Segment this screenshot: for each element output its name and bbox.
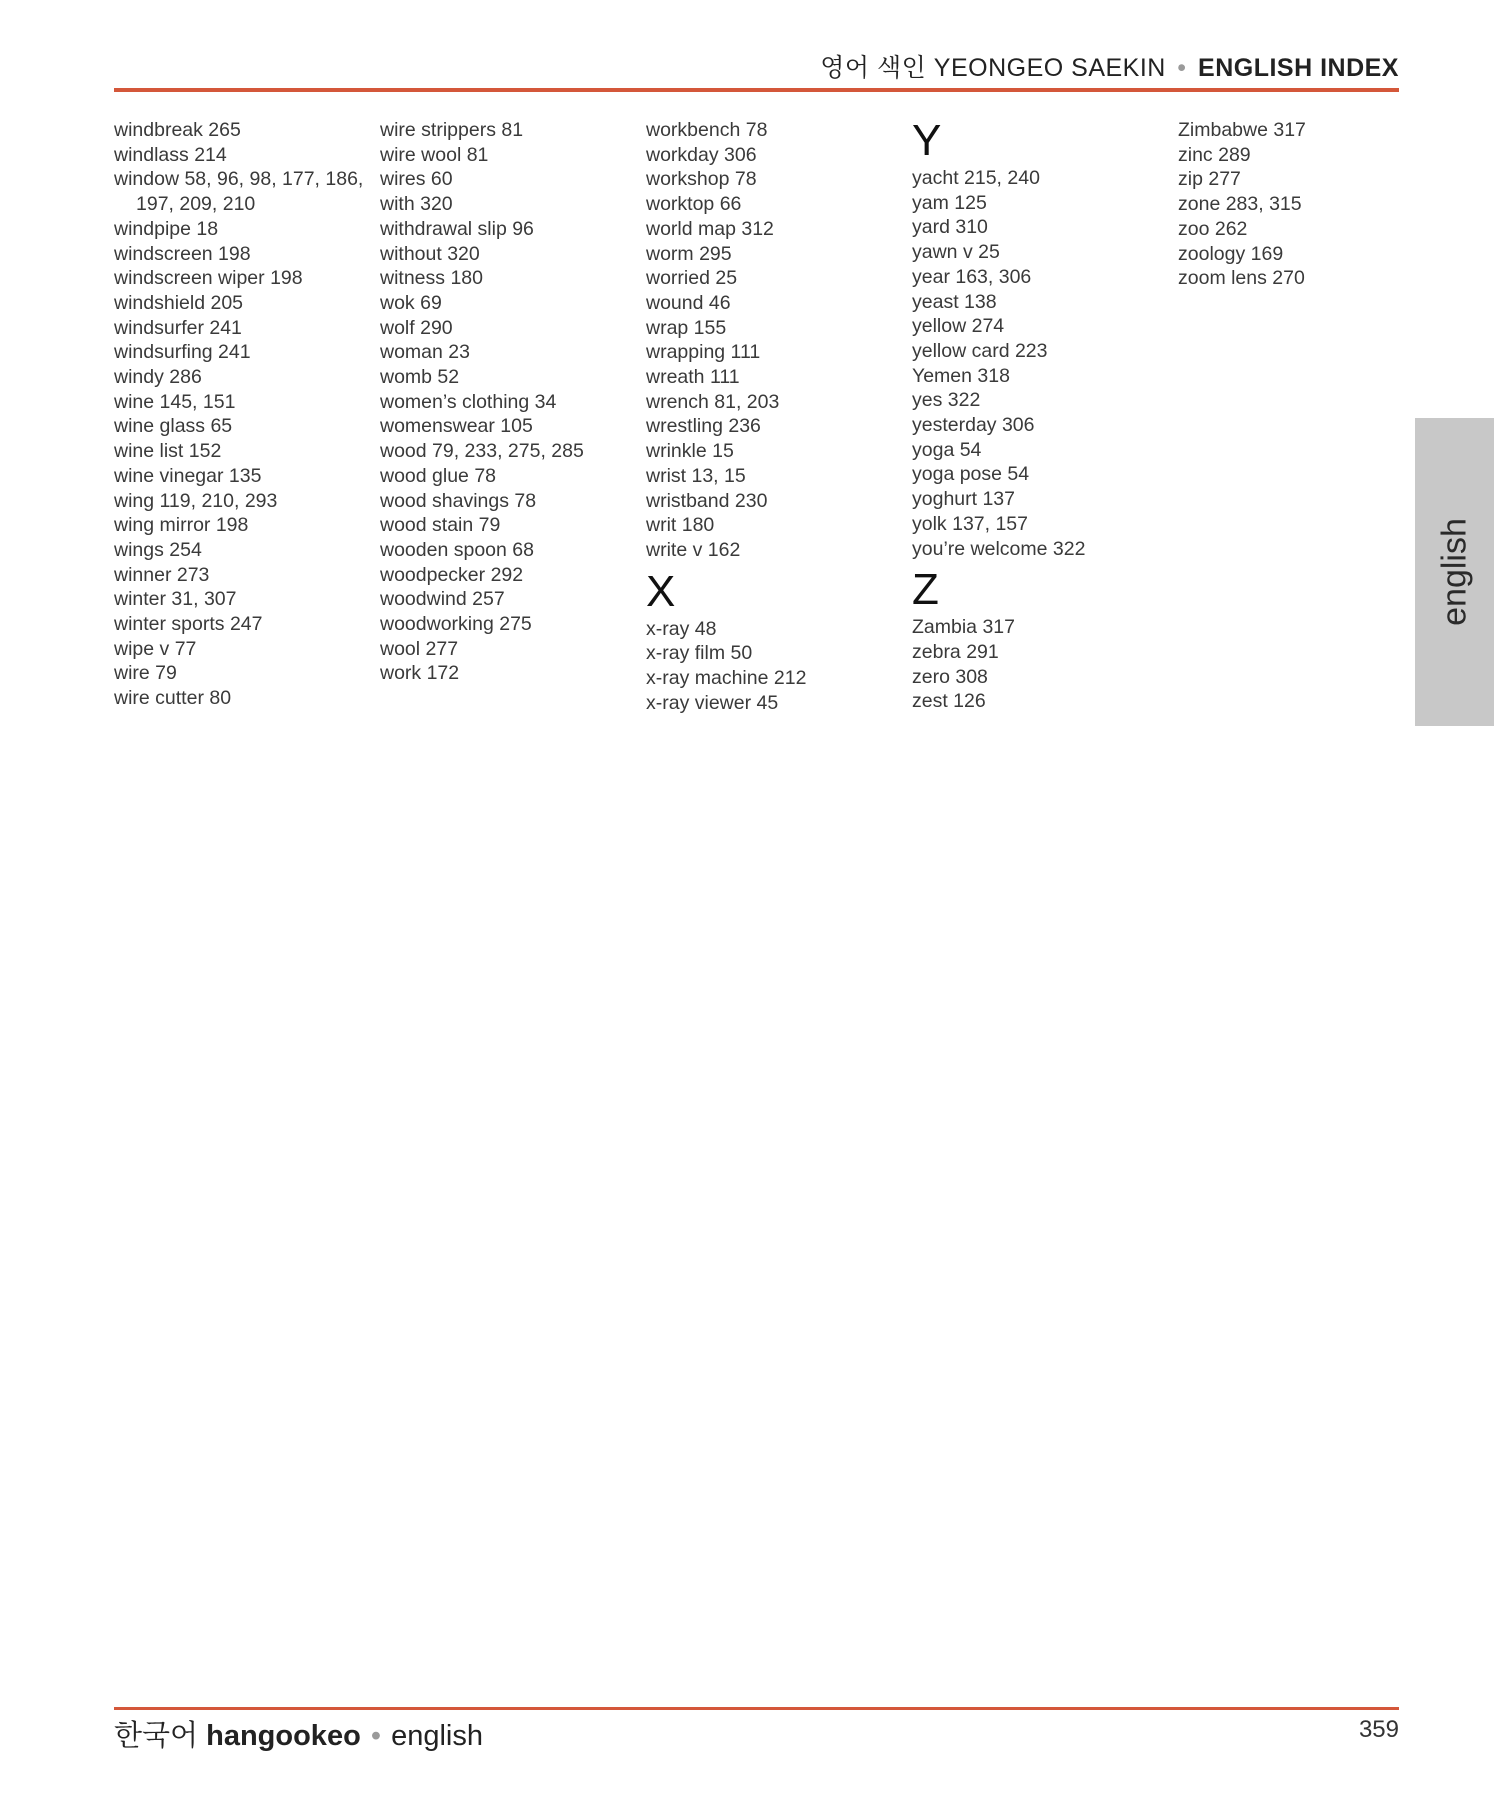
footer-rule xyxy=(114,1707,1399,1710)
index-entry: wine glass 65 xyxy=(114,415,233,438)
index-entry: wound 46 xyxy=(646,291,731,314)
index-entry: wolf 290 xyxy=(380,316,453,339)
index-entry: yam 125 xyxy=(912,191,987,214)
index-entry: winter sports 247 xyxy=(114,613,263,636)
running-footer xyxy=(114,1713,483,1754)
index-entry: yard 310 xyxy=(912,216,988,239)
index-entry: wire cutter 80 xyxy=(114,687,232,710)
section-letter-z: Z xyxy=(912,565,939,615)
index-entry: wrapping 111 xyxy=(646,341,761,364)
index-entry: wire strippers 81 xyxy=(380,119,524,141)
index-entry: window 58, 96, 98, 177, 186, 197, 209, 210 xyxy=(114,168,364,216)
index-entry: wrinkle 15 xyxy=(646,440,734,463)
index-columns xyxy=(114,118,1414,718)
index-entry: x-ray machine 212 xyxy=(646,667,807,690)
index-entry: wire wool 81 xyxy=(380,143,489,166)
index-entry: world map 312 xyxy=(646,217,774,240)
index-entry: wrap 155 xyxy=(646,316,727,339)
index-entry: woodpecker 292 xyxy=(380,563,524,586)
index-entry: zero 308 xyxy=(912,665,988,688)
index-column-3 xyxy=(646,118,906,715)
index-entry: you’re welcome 322 xyxy=(912,537,1086,560)
index-entry: yolk 137, 157 xyxy=(912,512,1029,535)
index-entry: yellow 274 xyxy=(912,315,1005,338)
index-entry: zebra 291 xyxy=(912,640,999,663)
index-entry: year 163, 306 xyxy=(912,265,1032,288)
index-entry: windbreak 265 xyxy=(114,119,241,141)
index-entry: wine vinegar 135 xyxy=(114,464,262,487)
index-column-5 xyxy=(1178,118,1438,291)
section-z-entries xyxy=(912,615,1172,714)
index-entry: winter 31, 307 xyxy=(114,588,237,611)
index-entry: wine list 152 xyxy=(114,440,222,463)
index-entry: yesterday 306 xyxy=(912,414,1035,437)
index-entry: wood glue 78 xyxy=(380,464,497,487)
index-entry: yellow card 223 xyxy=(912,339,1048,362)
index-entry: wok 69 xyxy=(380,291,442,314)
index-entry: zoom lens 270 xyxy=(1178,267,1305,290)
index-entry: Zimbabwe 317 xyxy=(1178,119,1306,141)
index-entry: yacht 215, 240 xyxy=(912,167,1040,189)
index-entry: yoga pose 54 xyxy=(912,463,1030,486)
index-entry: zone 283, 315 xyxy=(1178,193,1302,216)
index-entry: yoga 54 xyxy=(912,438,982,461)
index-entry: workshop 78 xyxy=(646,168,757,191)
index-entry: zest 126 xyxy=(912,690,986,713)
index-entry: workbench 78 xyxy=(646,119,768,141)
header-rule xyxy=(114,88,1399,92)
index-entry: windsurfing 241 xyxy=(114,341,251,364)
index-entry: x-ray viewer 45 xyxy=(646,691,779,714)
index-entry: zoo 262 xyxy=(1178,217,1248,240)
index-column-2 xyxy=(380,118,640,686)
index-entry: workday 306 xyxy=(646,143,757,166)
index-entry: x-ray film 50 xyxy=(646,642,753,665)
index-entry: wreath 111 xyxy=(646,366,740,389)
index-column-4 xyxy=(912,118,1172,714)
index-entry: wrist 13, 15 xyxy=(646,464,746,487)
section-letter-y: Y xyxy=(912,116,942,165)
index-entry: windscreen wiper 198 xyxy=(114,267,303,290)
index-entry: witness 180 xyxy=(380,267,483,290)
footer-romanized: hangookeo xyxy=(206,1720,361,1752)
index-entry: wine 145, 151 xyxy=(114,390,236,413)
index-entry: wire 79 xyxy=(114,662,177,685)
index-entry: woman 23 xyxy=(380,341,470,364)
header-separator: • xyxy=(1177,54,1187,82)
language-side-tab xyxy=(1415,418,1494,726)
index-entry: wing mirror 198 xyxy=(114,514,249,537)
index-entry: wooden spoon 68 xyxy=(380,538,534,561)
index-entry: wing 119, 210, 293 xyxy=(114,489,278,512)
index-entry: windsurfer 241 xyxy=(114,316,242,339)
footer-separator: • xyxy=(370,1720,381,1752)
index-entry: without 320 xyxy=(380,242,480,265)
index-entry: wires 60 xyxy=(380,168,453,191)
section-x-entries xyxy=(646,617,906,716)
column-3-entries xyxy=(646,118,906,563)
page-number: 359 xyxy=(1358,1716,1399,1743)
index-entry: worried 25 xyxy=(646,267,738,290)
running-header xyxy=(114,48,1399,90)
index-entry: windshield 205 xyxy=(114,291,244,314)
index-entry: wool 277 xyxy=(380,637,459,660)
header-romanized: YEONGEO SAEKIN xyxy=(933,54,1166,82)
index-entry: writ 180 xyxy=(646,514,715,537)
index-entry: worm 295 xyxy=(646,242,732,265)
header-title: ENGLISH INDEX xyxy=(1198,54,1399,82)
index-entry: wood stain 79 xyxy=(380,514,501,537)
index-entry: winner 273 xyxy=(114,563,210,586)
index-entry: windlass 214 xyxy=(114,143,227,166)
index-entry: worktop 66 xyxy=(646,193,742,216)
index-entry: womenswear 105 xyxy=(380,415,533,438)
index-entry: work 172 xyxy=(380,662,460,685)
index-entry: write v 162 xyxy=(646,538,741,561)
section-y-entries xyxy=(912,166,1172,561)
index-entry: yes 322 xyxy=(912,389,981,412)
index-entry: wrench 81, 203 xyxy=(646,390,780,413)
index-entry: wipe v 77 xyxy=(114,637,197,660)
index-entry: yawn v 25 xyxy=(912,241,1000,264)
index-entry: wood 79, 233, 275, 285 xyxy=(380,440,584,463)
section-letter-x: X xyxy=(646,566,676,616)
index-entry: windy 286 xyxy=(114,366,202,389)
index-entry: wrestling 236 xyxy=(646,415,761,438)
index-entry: yoghurt 137 xyxy=(912,488,1015,511)
index-entry: zip 277 xyxy=(1178,168,1241,191)
index-entry: zoology 169 xyxy=(1178,242,1284,265)
index-entry: windscreen 198 xyxy=(114,242,251,265)
index-entry: woodworking 275 xyxy=(380,613,532,636)
footer-language: english xyxy=(391,1720,483,1752)
index-column-1 xyxy=(114,118,374,711)
index-entry: with 320 xyxy=(380,193,453,216)
index-entry: wood shavings 78 xyxy=(380,489,537,512)
index-entry: wings 254 xyxy=(114,538,202,561)
index-entry: zinc 289 xyxy=(1178,143,1251,166)
side-tab-label: english xyxy=(1435,518,1473,626)
index-entry: wristband 230 xyxy=(646,489,768,512)
index-entry: woodwind 257 xyxy=(380,588,505,611)
footer-korean: 한국어 xyxy=(114,1720,199,1752)
index-entry: Yemen 318 xyxy=(912,364,1010,387)
index-entry: windpipe 18 xyxy=(114,217,219,240)
index-entry: women’s clothing 34 xyxy=(380,390,557,413)
index-entry: withdrawal slip 96 xyxy=(380,217,534,240)
index-entry: x-ray 48 xyxy=(646,617,717,640)
index-entry: womb 52 xyxy=(380,366,460,389)
header-korean: 영어 색인 xyxy=(820,54,927,82)
index-entry: yeast 138 xyxy=(912,290,997,313)
index-entry: Zambia 317 xyxy=(912,616,1015,639)
